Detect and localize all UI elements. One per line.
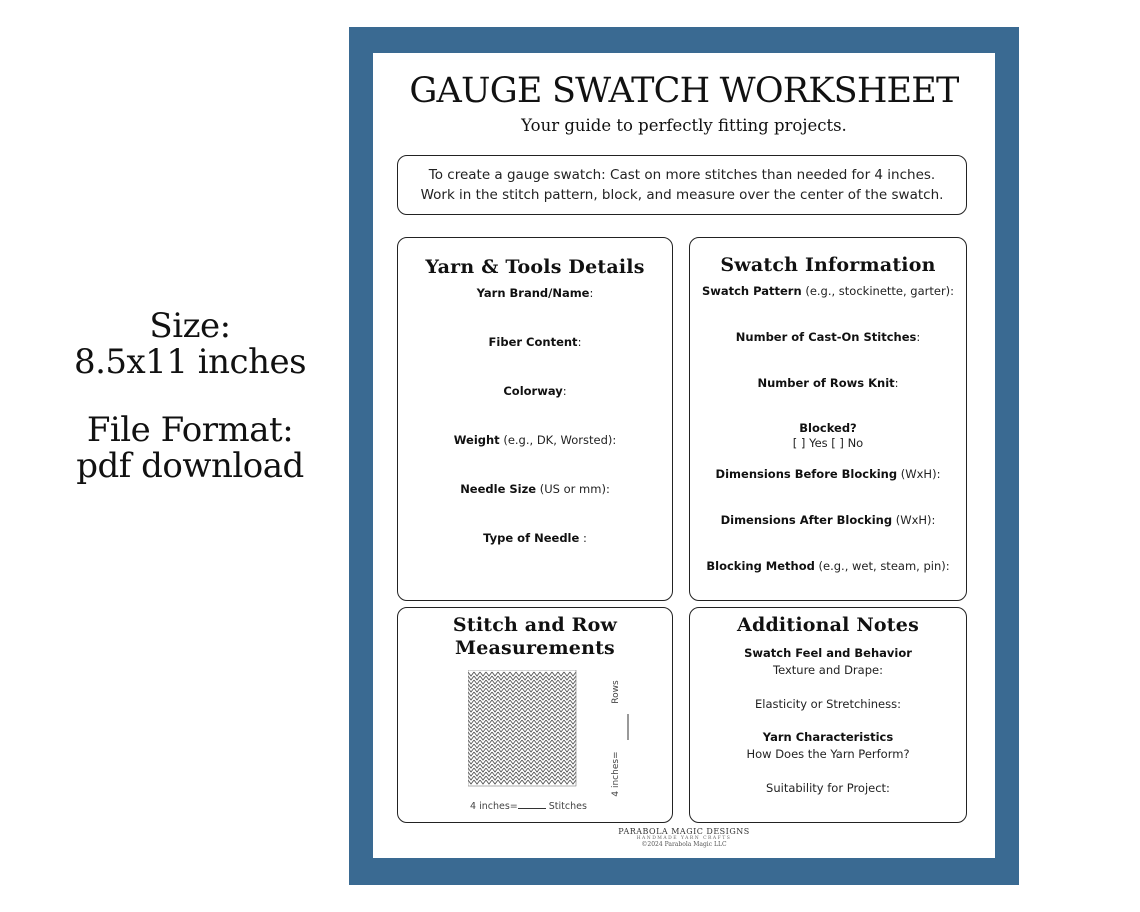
yarn-field: [398, 433, 672, 447]
yarn-panel-title: Yarn & Tools Details: [425, 256, 645, 278]
worksheet-title: GAUGE SWATCH WORKSHEET: [409, 71, 959, 111]
swatch-field-label: Blocking Method: [706, 559, 815, 573]
format-label: File Format:: [86, 410, 294, 450]
stitches-label: Stitches: [548, 801, 587, 812]
swatch-field: [690, 559, 966, 573]
knit-column: [468, 672, 474, 784]
swatch-field-suffix: :: [916, 330, 921, 344]
notes-suitability: Suitability for Project:: [766, 781, 890, 795]
yarn-field: [398, 482, 672, 496]
knit-column: [570, 672, 576, 784]
knit-column: [534, 672, 540, 784]
yarn-field-label: Yarn Brand/Name: [476, 286, 590, 300]
blocked-options: [ ] Yes [ ] No: [792, 436, 864, 450]
size-value: 8.5x11 inches: [73, 342, 307, 382]
yarn-field-suffix: :: [579, 531, 587, 545]
swatch-field-hint: (e.g., wet, steam, pin): [818, 559, 946, 573]
swatch-field-suffix: :: [950, 284, 955, 298]
intro-box: [397, 155, 967, 215]
yarn-field: [398, 531, 672, 545]
notes-panel-title: Additional Notes: [737, 614, 919, 636]
knit-column: [546, 672, 552, 784]
notes-elasticity: Elasticity or Stretchiness:: [754, 697, 901, 711]
notes-heading-feel: Swatch Feel and Behavior: [744, 646, 912, 660]
yarn-field-label: Fiber Content: [488, 335, 578, 349]
stitches-blank-line: [518, 808, 546, 809]
size-label: Size:: [149, 306, 231, 346]
yarn-field-hint: (US or mm): [539, 482, 606, 496]
yarn-field-suffix: :: [612, 433, 617, 447]
knit-column: [486, 672, 492, 784]
footer-brand: PARABOLA MAGIC DESIGNS: [618, 827, 750, 836]
footer-tagline: HANDMADE YARN CRAFTS: [636, 836, 732, 841]
notes-yarn-perform: How Does the Yarn Perform?: [746, 747, 910, 761]
swatch-field-hint: (WxH): [895, 513, 932, 527]
knit-column: [540, 672, 546, 784]
knit-column: [510, 672, 516, 784]
swatch-field-suffix: :: [894, 376, 899, 390]
additional-notes-panel: [689, 607, 967, 823]
swatch-field-label: Number of Rows Knit: [757, 376, 895, 390]
yarn-field: [398, 286, 672, 300]
rows-label: Rows: [611, 680, 621, 704]
yarn-field-suffix: :: [577, 335, 582, 349]
knit-stitch-pattern: [468, 670, 576, 786]
footer: [373, 827, 995, 848]
stitches-prefix: 4: [470, 801, 477, 812]
yarn-field-hint: (e.g., DK, Worsted): [503, 433, 613, 447]
yarn-field-label: Weight: [453, 433, 500, 447]
yarn-field-label: Needle Size: [460, 482, 537, 496]
intro-line-1: To create a gauge swatch: Cast on more stitches than needed for 4 inches.: [428, 167, 936, 183]
rows-measure: 4 inches=: [611, 751, 621, 797]
yarn-field: [398, 384, 672, 398]
knit-column: [504, 672, 510, 784]
swatch-info-panel: [689, 237, 967, 601]
swatch-field: [690, 421, 966, 435]
intro-line-2: Work in the stitch pattern, block, and measure over the center of the swatch.: [420, 187, 944, 203]
knit-column: [498, 672, 504, 784]
stitch-title-line-1: Stitch and Row: [452, 614, 618, 636]
notes-texture: Texture and Drape:: [773, 663, 883, 677]
swatch-field: [690, 513, 966, 527]
yarn-field: [398, 335, 672, 349]
yarn-field-suffix: :: [589, 286, 594, 300]
yarn-field-suffix: :: [605, 482, 610, 496]
swatch-field-hint: (WxH): [900, 467, 937, 481]
swatch-field: [690, 330, 966, 344]
knit-column: [558, 672, 564, 784]
swatch-field: [690, 376, 966, 390]
format-info: [70, 412, 310, 484]
worksheet-subtitle: Your guide to perfectly fitting projects.: [521, 116, 847, 135]
stitch-row-panel: [397, 607, 673, 823]
swatch-field-label: Blocked?: [799, 421, 857, 435]
stitches-measure-row: [470, 801, 670, 812]
notes-heading-yarn: Yarn Characteristics: [762, 730, 894, 744]
knit-column: [492, 672, 498, 784]
swatch-panel-title: Swatch Information: [720, 254, 936, 276]
size-info: [70, 308, 310, 380]
yarn-tools-panel: [397, 237, 673, 601]
knit-column: [516, 672, 522, 784]
knit-swatch-diagram: [468, 670, 668, 820]
yarn-field-label: Colorway: [503, 384, 563, 398]
footer-copyright: ©2024 Parabola Magic LLC: [641, 841, 727, 848]
knit-column: [522, 672, 528, 784]
swatch-field-label: Swatch Pattern: [701, 284, 802, 298]
stitches-measure: inches=: [479, 801, 518, 812]
yarn-field-suffix: :: [562, 384, 567, 398]
swatch-field: [690, 284, 966, 298]
knit-column: [564, 672, 570, 784]
format-value: pdf download: [76, 446, 304, 486]
knit-column: [552, 672, 558, 784]
swatch-field-label: Number of Cast-On Stitches: [735, 330, 917, 344]
swatch-field-label: Dimensions Before Blocking: [715, 467, 898, 481]
swatch-field-suffix: :: [945, 559, 950, 573]
knit-column: [528, 672, 534, 784]
swatch-field-hint: (e.g., stockinette, garter): [805, 284, 951, 298]
knit-column: [480, 672, 486, 784]
stitch-title-line-2: Measurements: [455, 637, 615, 659]
worksheet-page: [373, 53, 995, 858]
swatch-field-label: Dimensions After Blocking: [720, 513, 893, 527]
knit-column: [474, 672, 480, 784]
swatch-field-suffix: :: [936, 467, 941, 481]
yarn-field-label: Type of Needle: [483, 531, 580, 545]
swatch-field-suffix: :: [931, 513, 936, 527]
swatch-field: [690, 467, 966, 481]
